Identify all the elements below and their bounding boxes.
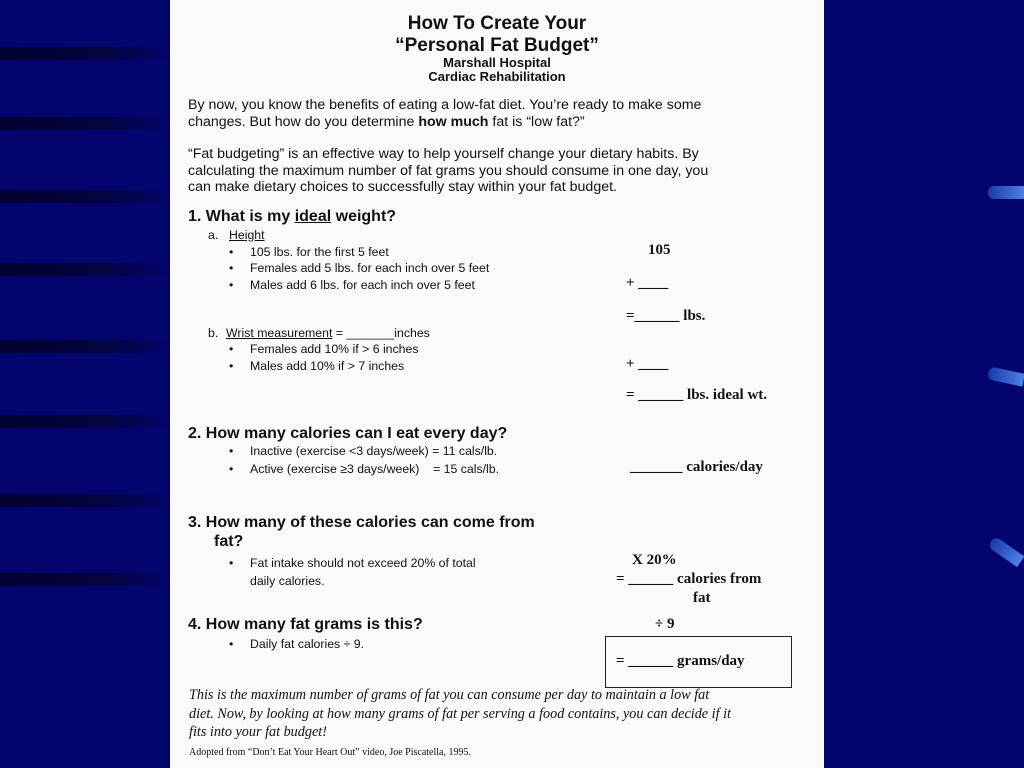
calories-per-day: _______ calories/day xyxy=(630,459,763,475)
intro-emphasis: how much xyxy=(418,113,489,130)
section-2-heading: 2. How many calories can I eat every day? xyxy=(188,425,508,442)
equals-calories-from: = ______ calories from xyxy=(616,571,762,587)
closing-paragraph xyxy=(189,686,731,742)
subsection-a-label: Height xyxy=(229,228,265,242)
background-stripe xyxy=(0,263,172,276)
list-item: • Males add 10% if > 7 inches xyxy=(250,359,404,373)
document-page xyxy=(170,0,824,768)
section-4-heading: 4. How many fat grams is this? xyxy=(188,616,423,633)
background-stripe xyxy=(0,340,172,353)
closing-line: fits into your fat budget! xyxy=(189,724,327,740)
list-item: • Daily fat calories ÷ 9. xyxy=(250,637,364,651)
source-credit: Adopted from “Don’t Eat Your Heart Out” video, Joe Piscatella, 1995. xyxy=(189,747,471,758)
subsection-b-prefix: b. xyxy=(208,326,219,340)
background-stripe xyxy=(988,186,1024,199)
intro-paragraph-2 xyxy=(188,146,708,196)
heading-emphasis: ideal xyxy=(294,208,332,225)
intro-paragraph-1 xyxy=(188,97,701,130)
intro-text: changes. But how do you determine xyxy=(188,113,419,130)
subsection-b-label: Wrist measurement xyxy=(226,326,333,340)
value-105: 105 xyxy=(648,242,671,258)
list-item: • Fat intake should not exceed 20% of total xyxy=(250,556,476,570)
heading-text: 1. What is my xyxy=(188,208,295,225)
plus-blank: + ____ xyxy=(626,275,669,291)
intro-line: By now, you know the benefits of eating a low-fat diet. You’re ready to make some xyxy=(188,97,702,113)
section-3-heading-line-1: 3. How many of these calories can come from xyxy=(188,514,535,531)
background-stripe xyxy=(987,366,1024,386)
equals-fat: fat xyxy=(693,590,711,606)
section-3-heading-line-2: fat? xyxy=(214,533,244,550)
subsection-a-prefix: a. xyxy=(208,228,219,242)
subsection-b xyxy=(226,326,430,340)
intro-line xyxy=(188,114,701,131)
intro-line: can make dietary choices to successfully stay within your fat budget. xyxy=(188,179,617,195)
background-stripe xyxy=(0,415,172,428)
equals-ideal-weight: = ______ lbs. ideal wt. xyxy=(626,387,768,403)
list-item: • Females add 10% if > 6 inches xyxy=(250,342,419,356)
closing-line: This is the maximum number of grams of fat you can consume per day to maintain a low fat xyxy=(189,687,710,703)
doc-title-line-2: “Personal Fat Budget” xyxy=(395,35,599,56)
list-item: • Inactive (exercise <3 days/week) = 11 cals/lb. xyxy=(250,444,497,458)
divide-by-9: ÷ 9 xyxy=(655,616,675,632)
list-item: • 105 lbs. for the first 5 feet xyxy=(250,245,389,259)
list-item: • Active (exercise ≥3 days/week) = 15 cals/lb. xyxy=(250,462,499,476)
equals-lbs: =______ lbs. xyxy=(626,308,706,324)
background-stripe xyxy=(0,117,172,130)
heading-text: weight? xyxy=(331,208,397,225)
subsection-b-blank: = _______inches xyxy=(332,326,430,340)
list-item-continuation: daily calories. xyxy=(250,574,325,588)
background-stripe xyxy=(0,573,172,586)
times-20-percent: X 20% xyxy=(632,552,677,568)
doc-department: Cardiac Rehabilitation xyxy=(428,69,566,84)
background-stripe xyxy=(0,494,172,507)
grams-per-day: = ______ grams/day xyxy=(616,653,745,669)
plus-blank: + ____ xyxy=(626,356,669,372)
intro-line: calculating the maximum number of fat grams you should consume in one day, you xyxy=(188,162,709,179)
list-item: • Males add 6 lbs. for each inch over 5 feet xyxy=(250,278,475,292)
background-stripe xyxy=(0,190,172,203)
doc-organization: Marshall Hospital xyxy=(443,55,551,70)
closing-line: diet. Now, by looking at how many grams of fat per serving a food contains, you can decide if it xyxy=(189,705,731,722)
doc-title-line-1: How To Create Your xyxy=(407,13,587,34)
background-stripe xyxy=(0,47,172,60)
intro-line: “Fat budgeting” is an effective way to help yourself change your dietary habits. By xyxy=(188,146,699,162)
background-stripe xyxy=(988,536,1024,567)
intro-text: fat is “low fat?” xyxy=(488,113,585,130)
section-1-heading xyxy=(188,208,396,226)
list-item: • Females add 5 lbs. for each inch over 5 feet xyxy=(250,261,489,275)
